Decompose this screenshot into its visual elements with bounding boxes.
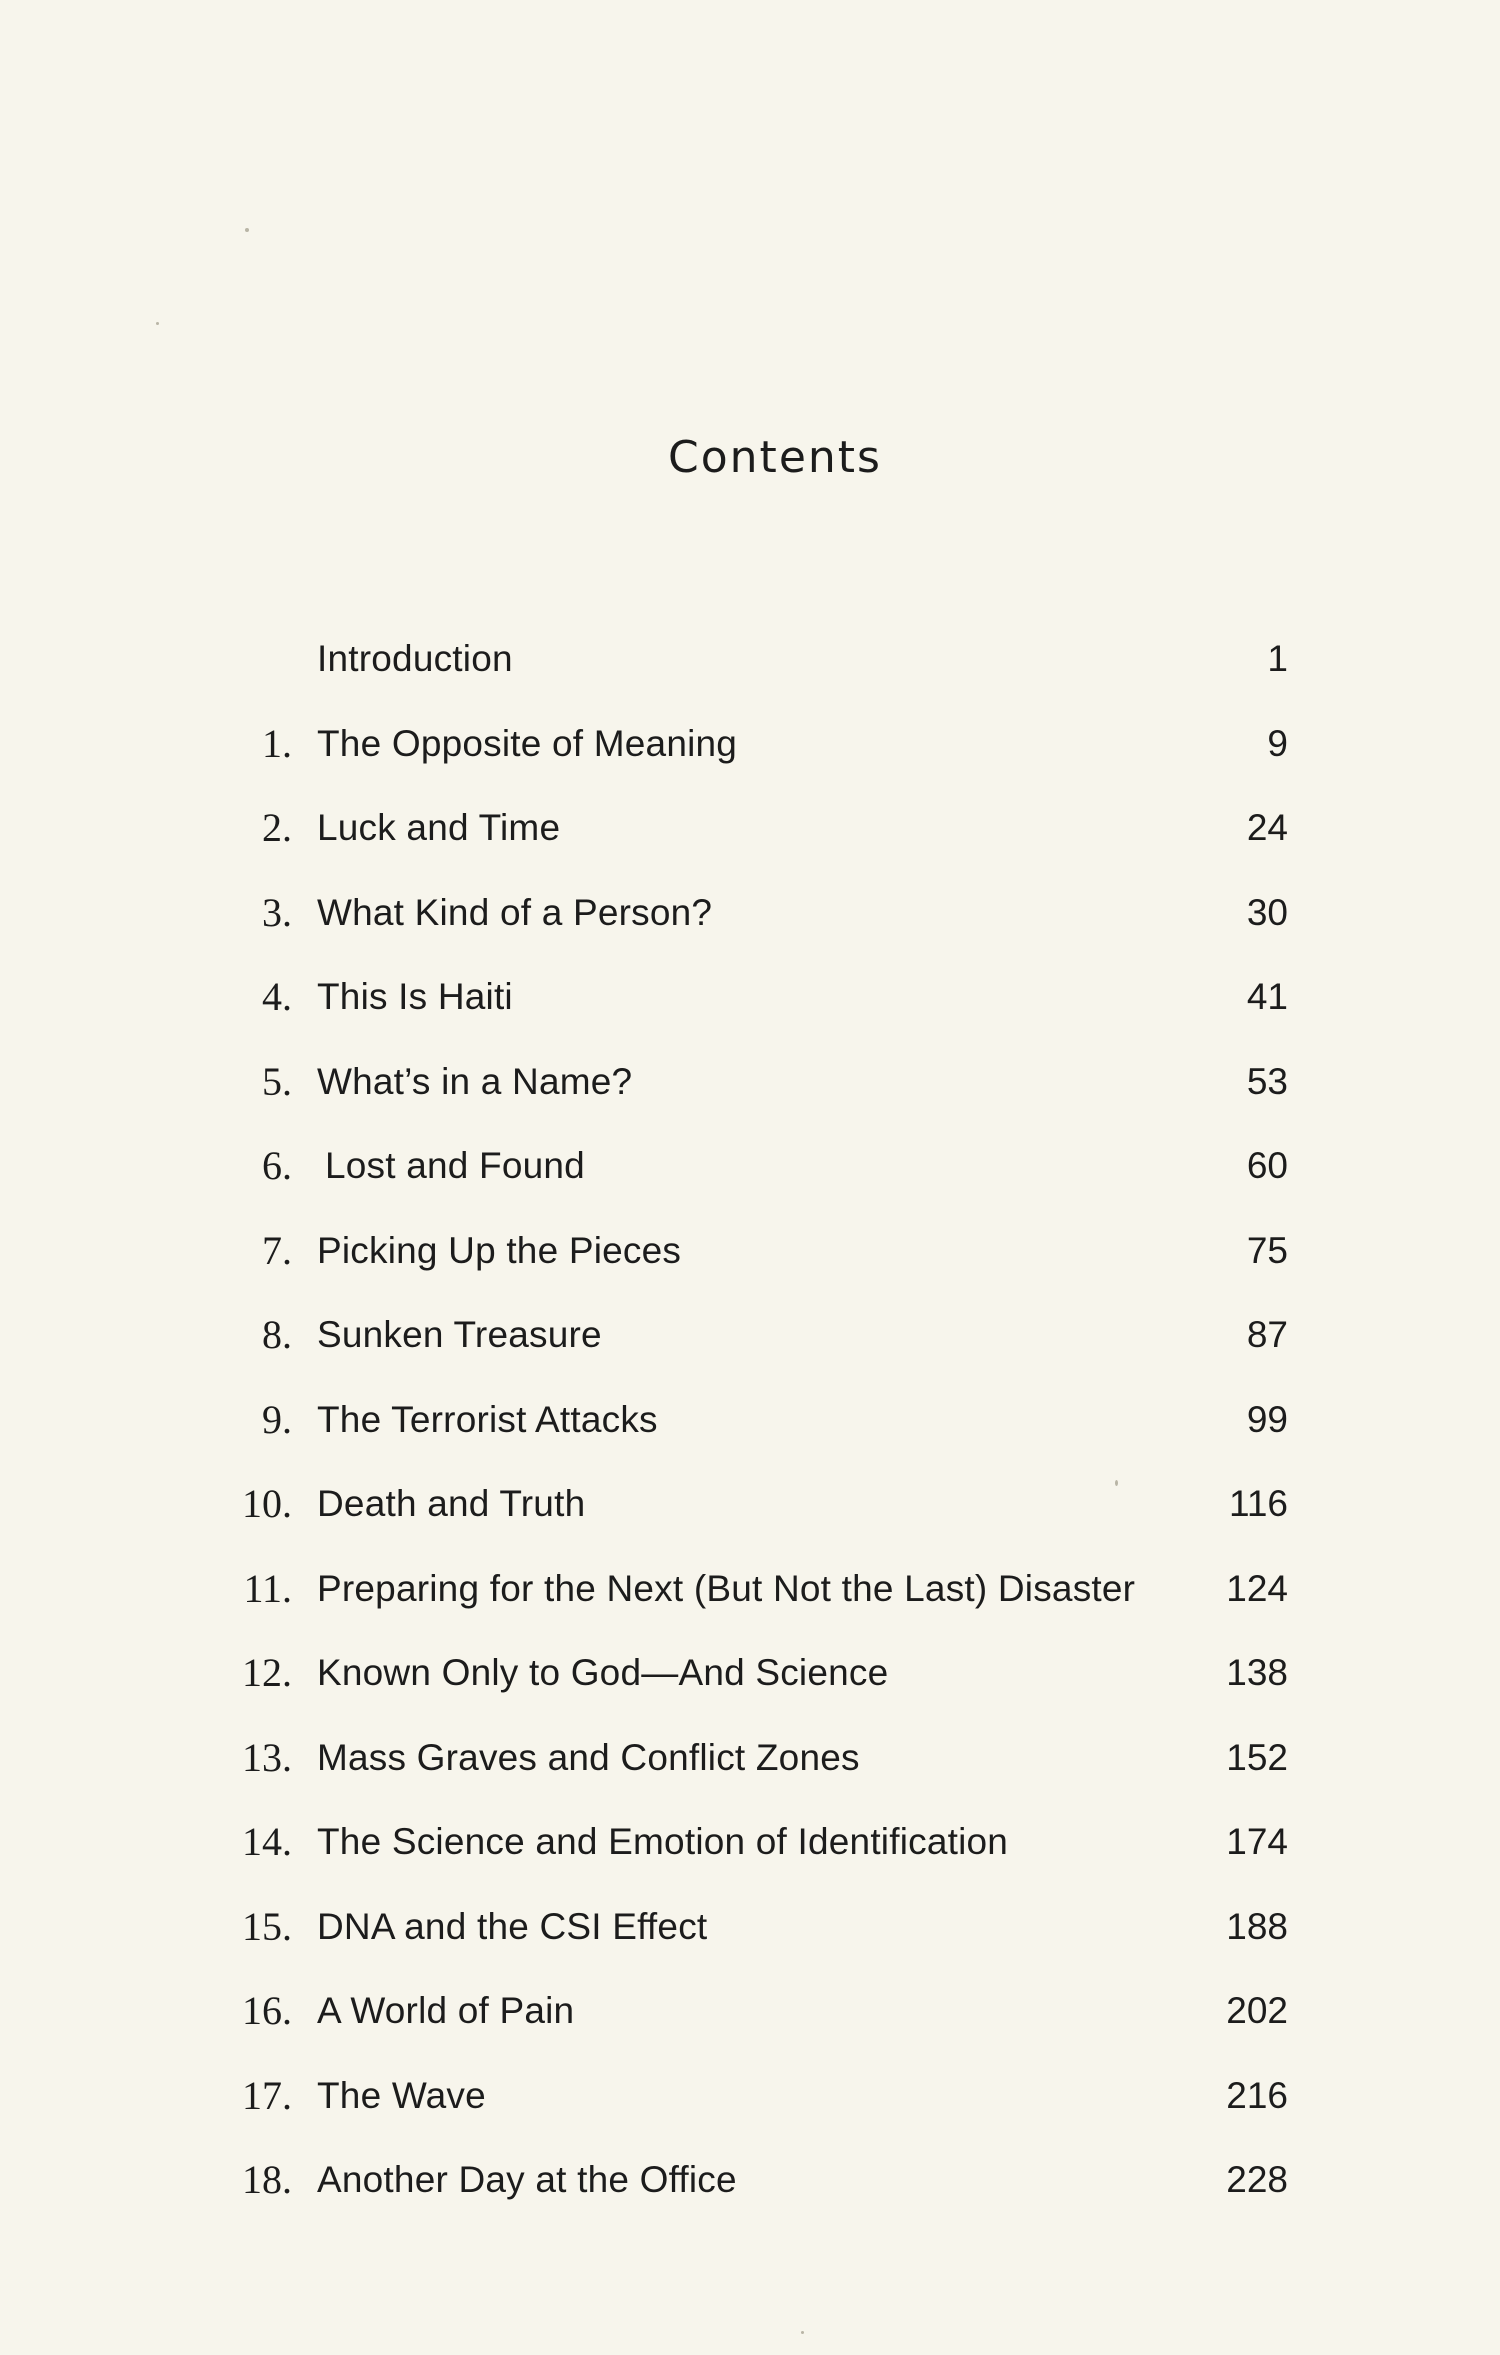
page-number: 216 bbox=[1226, 2075, 1288, 2116]
paper-speck bbox=[156, 322, 159, 325]
chapter-number: 17. bbox=[242, 2073, 292, 2118]
chapter-number: 8. bbox=[262, 1312, 292, 1357]
page-number: 202 bbox=[1226, 1990, 1288, 2031]
page-number: 99 bbox=[1246, 1399, 1288, 1440]
page-number: 75 bbox=[1246, 1230, 1288, 1271]
toc-entry bbox=[0, 2066, 1500, 2126]
toc-entry bbox=[0, 1136, 1500, 1196]
toc-entry bbox=[0, 1728, 1500, 1788]
toc-entry bbox=[0, 714, 1500, 774]
chapter-title: Sunken Treasure bbox=[317, 1314, 602, 1355]
page-number: 1 bbox=[1267, 638, 1288, 679]
page-number: 116 bbox=[1229, 1483, 1288, 1524]
page-number: 60 bbox=[1246, 1145, 1288, 1186]
chapter-number: 15. bbox=[242, 1904, 292, 1949]
chapter-number: 11. bbox=[243, 1566, 292, 1611]
toc-entry bbox=[0, 1981, 1500, 2041]
chapter-title: The Terrorist Attacks bbox=[317, 1399, 658, 1440]
toc-entry bbox=[0, 629, 1500, 689]
chapter-title: The Science and Emotion of Identification bbox=[317, 1821, 1009, 1862]
chapter-title: Luck and Time bbox=[317, 807, 561, 848]
page-number: 228 bbox=[1226, 2159, 1288, 2200]
chapter-number: 6. bbox=[262, 1143, 292, 1188]
chapter-title: Lost and Found bbox=[325, 1145, 585, 1186]
chapter-title: Another Day at the Office bbox=[317, 2159, 737, 2200]
page-number: 9 bbox=[1267, 723, 1288, 764]
chapter-title: What’s in a Name? bbox=[317, 1061, 633, 1102]
page-number: 87 bbox=[1246, 1314, 1288, 1355]
chapter-number: 16. bbox=[242, 1988, 292, 2033]
chapter-number: 5. bbox=[262, 1059, 292, 1104]
chapter-number: 10. bbox=[242, 1481, 292, 1526]
paper-speck bbox=[801, 2331, 804, 2334]
page-number: 174 bbox=[1226, 1821, 1288, 1862]
toc-entry bbox=[0, 2150, 1500, 2210]
chapter-number: 14. bbox=[242, 1819, 292, 1864]
chapter-title: Picking Up the Pieces bbox=[317, 1230, 682, 1271]
toc-entry bbox=[0, 798, 1500, 858]
chapter-number: 3. bbox=[262, 890, 292, 935]
chapter-title: Mass Graves and Conflict Zones bbox=[317, 1737, 860, 1778]
chapter-number: 2. bbox=[262, 805, 292, 850]
chapter-title: The Wave bbox=[317, 2075, 486, 2116]
chapter-title: This Is Haiti bbox=[317, 976, 513, 1017]
chapter-number: 7. bbox=[262, 1228, 292, 1273]
page-number: 124 bbox=[1226, 1568, 1288, 1609]
chapter-title: Preparing for the Next (But Not the Last) Disaster bbox=[317, 1568, 1136, 1609]
chapter-number: 18. bbox=[242, 2157, 292, 2202]
toc-entry bbox=[0, 1559, 1500, 1619]
toc-entry bbox=[0, 883, 1500, 943]
chapter-number: 13. bbox=[242, 1735, 292, 1780]
toc-entry bbox=[0, 1897, 1500, 1957]
page-number: 188 bbox=[1226, 1906, 1288, 1947]
toc-entry bbox=[0, 1474, 1500, 1534]
chapter-number: 12. bbox=[242, 1650, 292, 1695]
page-number: 152 bbox=[1226, 1737, 1288, 1778]
toc-entry bbox=[0, 1390, 1500, 1450]
chapter-number: 1. bbox=[262, 721, 292, 766]
chapter-title: What Kind of a Person? bbox=[317, 892, 713, 933]
page-number: 41 bbox=[1246, 976, 1288, 1017]
toc-entry bbox=[0, 1812, 1500, 1872]
chapter-title: Death and Truth bbox=[317, 1483, 586, 1524]
page-number: 138 bbox=[1226, 1652, 1288, 1693]
toc-entry bbox=[0, 967, 1500, 1027]
toc-entry bbox=[0, 1643, 1500, 1703]
toc-entry bbox=[0, 1221, 1500, 1281]
paper-speck bbox=[245, 228, 249, 232]
chapter-title: A World of Pain bbox=[317, 1990, 575, 2031]
paper-speck bbox=[1115, 1480, 1118, 1486]
toc-entry bbox=[0, 1305, 1500, 1365]
chapter-number: 9. bbox=[262, 1397, 292, 1442]
page-number: 30 bbox=[1246, 892, 1288, 933]
page-title: Contents bbox=[668, 432, 882, 483]
chapter-title: The Opposite of Meaning bbox=[317, 723, 738, 764]
chapter-title: Known Only to God—And Science bbox=[317, 1652, 889, 1693]
page-number: 24 bbox=[1246, 807, 1288, 848]
toc-entry bbox=[0, 1052, 1500, 1112]
chapter-title: Introduction bbox=[317, 638, 513, 679]
chapter-number: 4. bbox=[262, 974, 292, 1019]
page-number: 53 bbox=[1246, 1061, 1288, 1102]
chapter-title: DNA and the CSI Effect bbox=[317, 1906, 708, 1947]
